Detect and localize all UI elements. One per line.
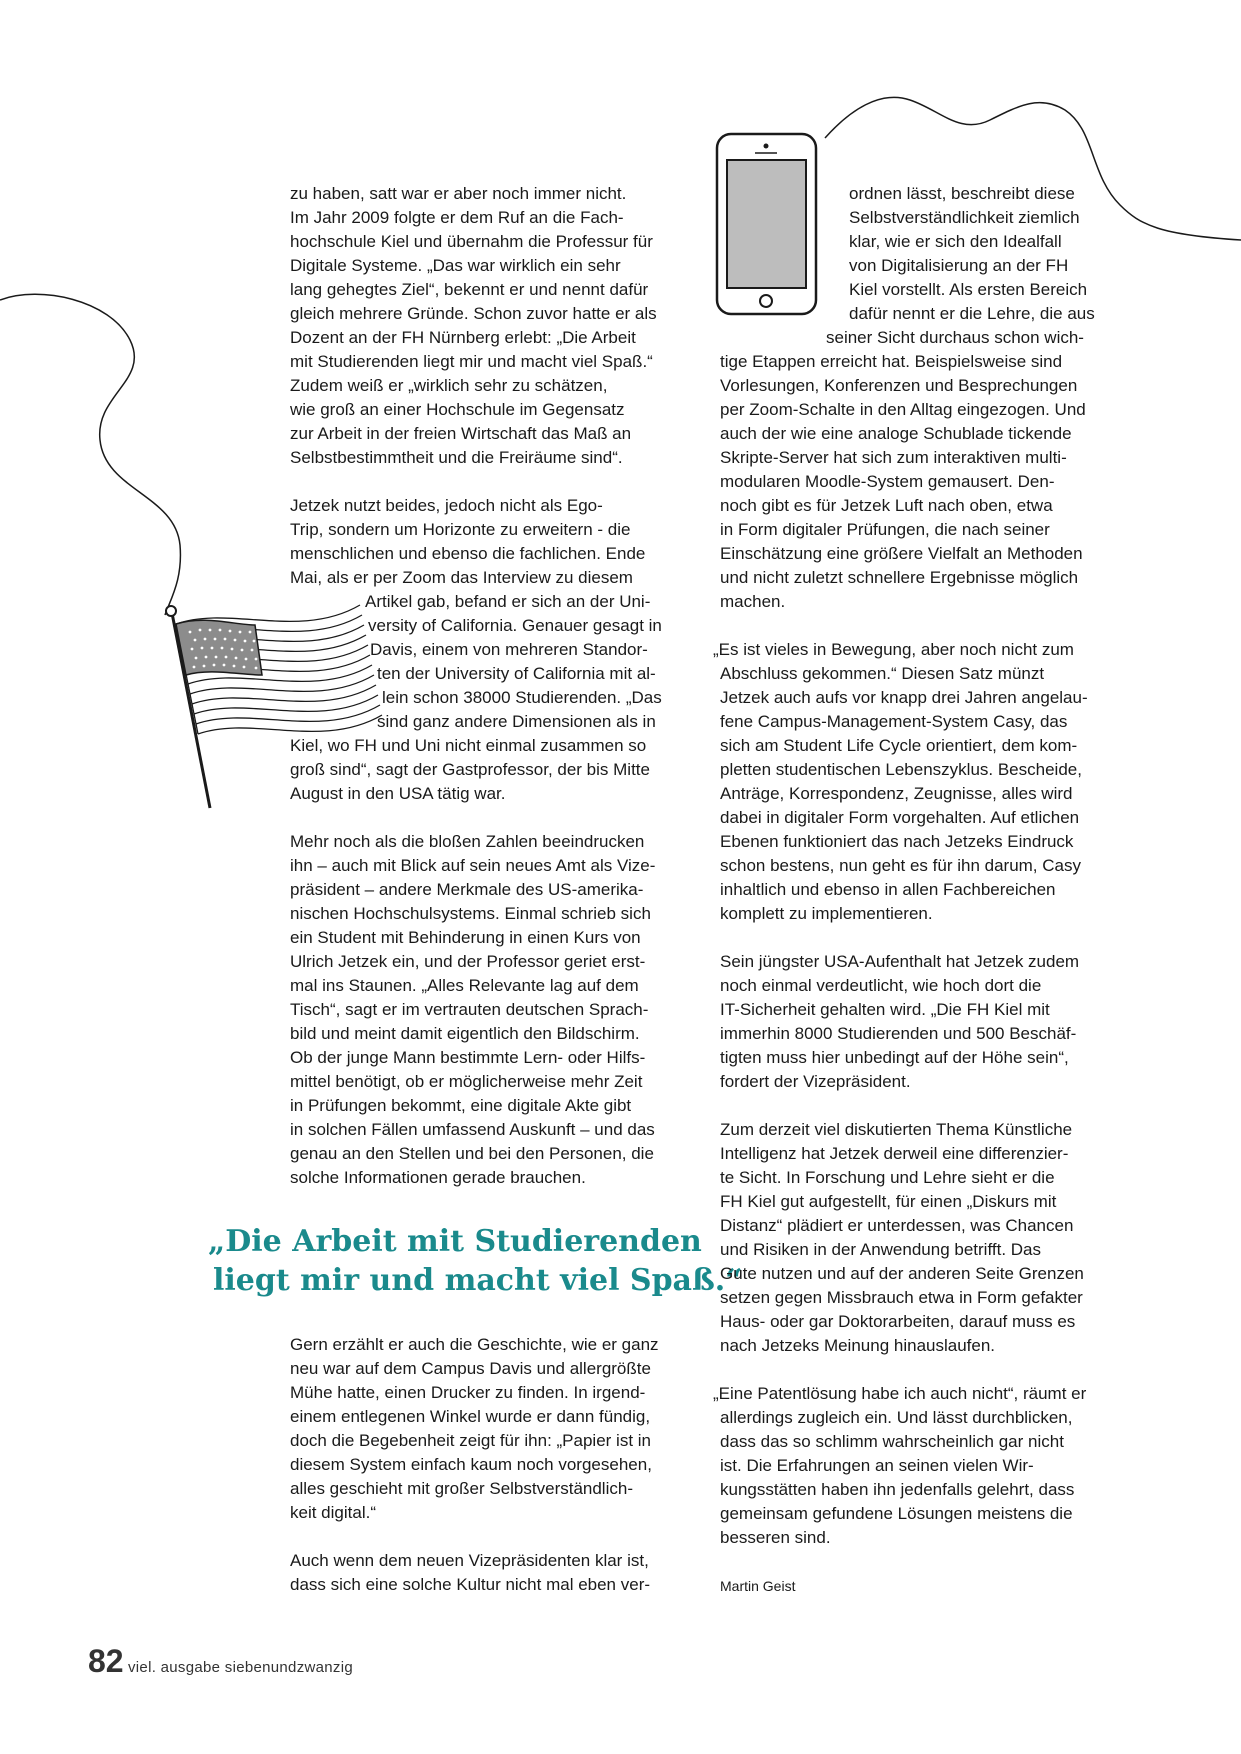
text-line: Tisch“, sagt er im vertrauten deutschen Sprach- (290, 1000, 649, 1019)
text-line: und nicht zuletzt schnellere Ergebnisse möglich (720, 568, 1079, 587)
text-line: alles geschieht mit großer Selbstverständlich- (290, 1479, 633, 1498)
text-line: in solchen Fällen umfassend Auskunft – und das (290, 1120, 655, 1139)
text-line: lang gehegtes Ziel“, bekennt er und nennt dafür (290, 280, 649, 299)
text-line: allerdings zugleich ein. Und lässt durchblicken, (720, 1408, 1073, 1427)
text-line: präsident – andere Merkmale des US-amerika- (290, 880, 644, 899)
text-line: versity of California. Genauer gesagt in (368, 616, 662, 635)
text-line: Dozent an der FH Nürnberg erlebt: „Die Arbeit (290, 328, 636, 347)
text-line: August in den USA tätig war. (290, 784, 506, 803)
text-line: gemeinsam gefundene Lösungen meistens die (720, 1504, 1073, 1523)
text-line: modularen Moodle-System gemausert. Den- (720, 472, 1055, 491)
text-line: Im Jahr 2009 folgte er dem Ruf an die Fach- (290, 208, 624, 227)
text-line: ordnen lässt, beschreibt diese (849, 184, 1075, 203)
text-line: dass das so schlimm wahrscheinlich gar nicht (720, 1432, 1064, 1451)
text-line: Kiel, wo FH und Uni nicht einmal zusammen so (290, 736, 647, 755)
text-line: besseren sind. (720, 1528, 831, 1547)
text-line: ten der University of California mit al- (377, 664, 656, 683)
text-line: ihn – auch mit Blick auf sein neues Amt als Vize- (290, 856, 656, 875)
text-line: keit digital.“ (290, 1503, 376, 1522)
text-line: Zudem weiß er „wirklich sehr zu schätzen, (290, 376, 608, 395)
text-line: pletten studentischen Lebenszyklus. Bescheide, (720, 760, 1082, 779)
text-line: Mehr noch als die bloßen Zahlen beeindrucken (290, 832, 645, 851)
text-line: Jetzek nutzt beides, jedoch nicht als Ego- (290, 496, 603, 515)
text-line: Abschluss gekommen.“ Diesen Satz münzt (720, 664, 1045, 683)
text-line: Kiel vorstellt. Als ersten Bereich (849, 280, 1088, 299)
text-line: Skripte-Server hat sich zum interaktiven multi- (720, 448, 1067, 467)
text-line: fordert der Vizepräsident. (720, 1072, 911, 1091)
text-line: Selbstverständlichkeit ziemlich (849, 208, 1080, 227)
text-line: tigten muss hier unbedingt auf der Höhe sein“, (720, 1048, 1069, 1067)
text-line: hochschule Kiel und übernahm die Professur für (290, 232, 653, 251)
text-line: sind ganz andere Dimensionen als in (377, 712, 656, 731)
text-line: Haus- oder gar Doktorarbeiten, darauf muss es (720, 1312, 1076, 1331)
text-line: Anträge, Korrespondenz, Zeugnisse, alles wird (720, 784, 1073, 803)
text-line: in Prüfungen bekommt, eine digitale Akte gibt (290, 1096, 632, 1115)
text-line: Auch wenn dem neuen Vizepräsidenten klar ist, (290, 1551, 649, 1570)
text-line: nach Jetzeks Meinung hinauslaufen. (720, 1336, 996, 1355)
text-line: gleich mehrere Gründe. Schon zuvor hatte er als (290, 304, 657, 323)
text-line: doch die Begebenheit zeigt für ihn: „Papier ist in (290, 1431, 652, 1450)
author-byline: Martin Geist (720, 1578, 796, 1594)
text-line: solche Informationen gerade brauchen. (290, 1168, 586, 1187)
text-line: zur Arbeit in der freien Wirtschaft das Maß an (290, 424, 632, 443)
text-line: schon bestens, nun geht es für ihn darum, Casy (720, 856, 1081, 875)
text-line: ein Student mit Behinderung in einen Kurs von (290, 928, 641, 947)
text-line: bild und meint damit eigentlich den Bildschirm. (290, 1024, 640, 1043)
text-line: ist. Die Erfahrungen an seinen vielen Wir- (720, 1456, 1034, 1475)
text-line: FH Kiel gut aufgestellt, für einen „Diskurs mit (720, 1192, 1057, 1211)
text-line: zu haben, satt war er aber noch immer nicht. (290, 184, 627, 203)
text-line: Mai, als er per Zoom das Interview zu diesem (290, 568, 633, 587)
text-line: groß sind“, sagt der Gastprofessor, der bis Mitte (290, 760, 650, 779)
text-line: nischen Hochschulsystems. Einmal schrieb sich (290, 904, 651, 923)
text-line: Jetzek auch aufs vor knapp drei Jahren angelau- (720, 688, 1088, 707)
text-line: Ulrich Jetzek ein, und der Professor geriet erst- (290, 952, 646, 971)
text-line: Sein jüngster USA-Aufenthalt hat Jetzek zudem (720, 952, 1080, 971)
text-line: noch einmal verdeutlicht, wie hoch dort die (720, 976, 1042, 995)
text-line: tige Etappen erreicht hat. Beispielsweise sind (720, 352, 1063, 371)
text-line: von Digitalisierung an der FH (849, 256, 1069, 275)
text-line: dass sich eine solche Kultur nicht mal eben ver- (290, 1575, 651, 1594)
text-line: noch gibt es für Jetzek Luft nach oben, etwa (720, 496, 1053, 515)
pull-quote-line: „Die Arbeit mit Studierenden (208, 1224, 702, 1259)
text-line: komplett zu implementieren. (720, 904, 933, 923)
text-line: immerhin 8000 Studierenden und 500 Beschäf- (720, 1024, 1077, 1043)
text-line: menschlichen und ebenso die fachlichen. Ende (290, 544, 646, 563)
text-line: dafür nennt er die Lehre, die aus (849, 304, 1095, 323)
text-line: Ob der junge Mann bestimmte Lern- oder Hilfs- (290, 1048, 646, 1067)
text-line: in Form digitaler Prüfungen, die nach seiner (720, 520, 1050, 539)
text-line: neu war auf dem Campus Davis und allergrößte (290, 1359, 651, 1378)
text-line: wie groß an einer Hochschule im Gegensatz (290, 400, 625, 419)
text-line: Trip, sondern um Horizonte zu erweitern - die (290, 520, 631, 539)
magazine-issue: viel. ausgabe siebenundzwanzig (128, 1659, 353, 1676)
text-line: und Risiken in der Anwendung betrifft. Das (720, 1240, 1041, 1259)
text-line: lein schon 38000 Studierenden. „Das (382, 688, 662, 707)
text-line: te Sicht. In Forschung und Lehre sieht er die (720, 1168, 1055, 1187)
text-line: „Es ist vieles in Bewegung, aber noch nicht zum (713, 640, 1074, 659)
text-line: Zum derzeit viel diskutierten Thema Künstliche (720, 1120, 1073, 1139)
text-line: Gute nutzen und auf der anderen Seite Grenzen (720, 1264, 1084, 1283)
text-line: Davis, einem von mehreren Standor- (370, 640, 648, 659)
text-line: Gern erzählt er auch die Geschichte, wie er ganz (290, 1335, 659, 1354)
text-line: auch der wie eine analoge Schublade tickende (720, 424, 1072, 443)
text-line: Mühe hatte, einen Drucker zu finden. In irgend- (290, 1383, 646, 1402)
text-line: Vorlesungen, Konferenzen und Besprechungen (720, 376, 1078, 395)
text-line: einem entlegenen Winkel wurde er dann fündig, (290, 1407, 651, 1426)
text-line: mittel benötigt, ob er möglicherweise mehr Zeit (290, 1072, 643, 1091)
text-line: fene Campus-Management-System Casy, das (720, 712, 1068, 731)
text-line: Distanz“ plädiert er unterdessen, was Chancen (720, 1216, 1074, 1235)
text-line: dabei in digitaler Form vorgehalten. Auf etlichen (720, 808, 1080, 827)
text-line: machen. (720, 592, 786, 611)
text-line: inhaltlich und ebenso in allen Fachbereichen (720, 880, 1056, 899)
text-line: Selbstbestimmtheit und die Freiräume sind“. (290, 448, 623, 467)
text-line: klar, wie er sich den Idealfall (849, 232, 1062, 251)
text-line: per Zoom-Schalte in den Alltag eingezogen. Und (720, 400, 1086, 419)
text-line: setzen gegen Missbrauch etwa in Form gefakter (720, 1288, 1083, 1307)
text-line: Einschätzung eine größere Vielfalt an Methoden (720, 544, 1083, 563)
text-line: kungsstätten haben ihn jedenfalls gelehrt, dass (720, 1480, 1075, 1499)
text-line: seiner Sicht durchaus schon wich- (826, 328, 1084, 347)
text-line: Artikel gab, befand er sich an der Uni- (365, 592, 651, 611)
page-number: 82 (88, 1643, 124, 1679)
text-line: sich am Student Life Cycle orientiert, dem kom- (720, 736, 1078, 755)
doodle-line-left (0, 294, 180, 615)
text-line: diesem System einfach kaum noch vorgesehen, (290, 1455, 652, 1474)
text-line: IT-Sicherheit gehalten wird. „Die FH Kiel mit (720, 1000, 1050, 1019)
text-line: Digitale Systeme. „Das war wirklich ein sehr (290, 256, 621, 275)
text-line: „Eine Patentlösung habe ich auch nicht“, räumt er (713, 1384, 1087, 1403)
text-line: Ebenen funktioniert das nach Jetzeks Eindruck (720, 832, 1074, 851)
pull-quote-line: liegt mir und macht viel Spaß.“ (213, 1263, 743, 1298)
text-line: genau an den Stellen und bei den Personen, die (290, 1144, 654, 1163)
text-line: mal ins Staunen. „Alles Relevante lag auf dem (290, 976, 639, 995)
text-line: mit Studierenden liegt mir und macht viel Spaß.“ (290, 352, 653, 371)
text-line: Intelligenz hat Jetzek derweil eine differenzier- (720, 1144, 1069, 1163)
smartphone-icon (717, 134, 816, 314)
